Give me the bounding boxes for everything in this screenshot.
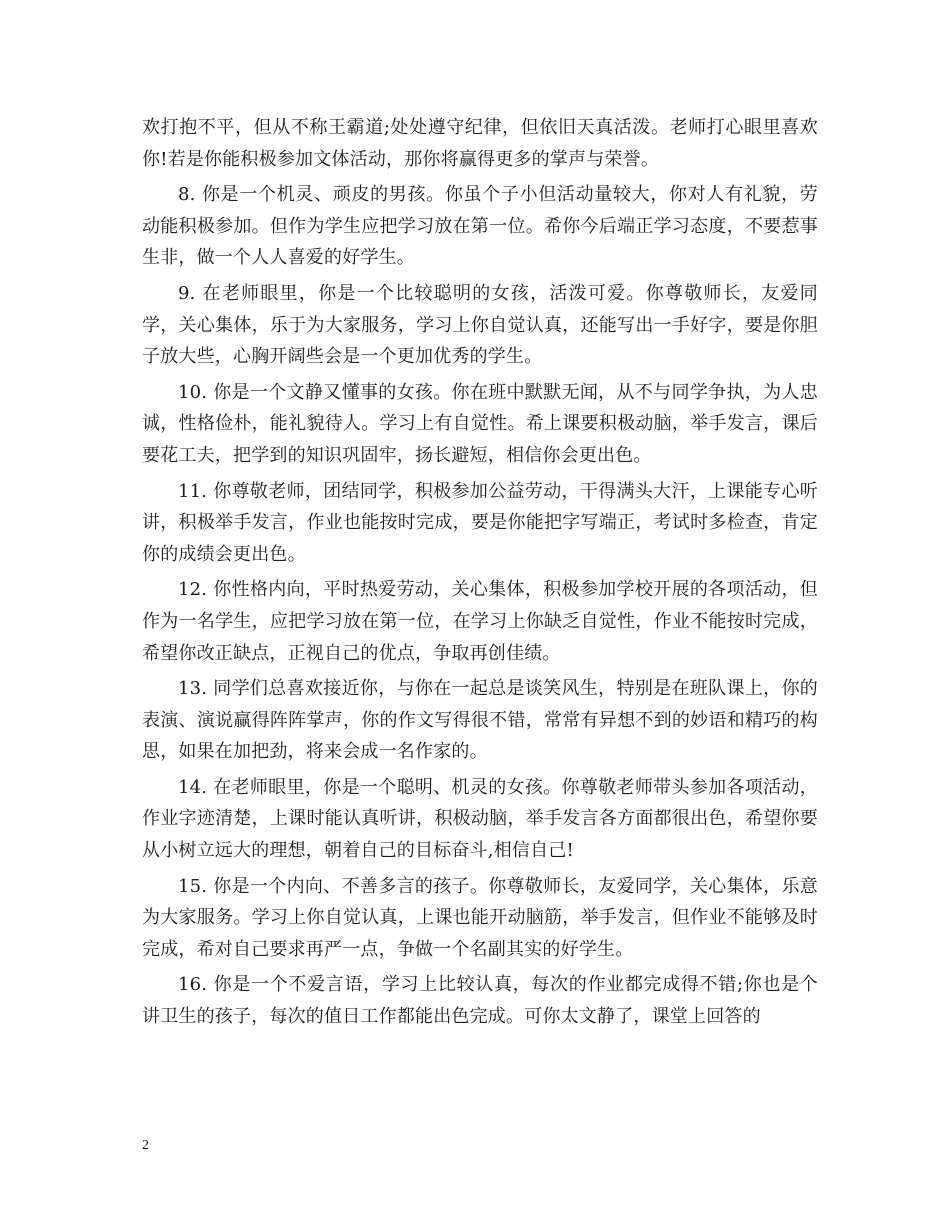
comment-item-10: 10. 你是一个文静又懂事的女孩。你在班中默默无闻，从不与同学争执，为人忠诚，性格俭朴，能礼貌待人。学习上有自觉性。希上课要积极动脑，举手发言，课后要花工夫，把学到的知识巩固牢，扬长避短，相信你会更出色。 [142,381,818,466]
comment-item-13: 13. 同学们总喜欢接近你，与你在一起总是谈笑风生，特别是在班队课上，你的表演、演说赢得阵阵掌声，你的作文写得很不错，常常有异想不到的妙语和精巧的构思，如果在加把劲，将来会成一名作家的。 [142,678,818,763]
comment-item-8: 8. 你是一个机灵、顽皮的男孩。你虽个子小但活动量较大，你对人有礼貌，劳动能积极参加。但作为学生应把学习放在第一位。希你今后端正学习态度，不要惹事生非，做一个人人喜爱的好学生。 [142,184,818,269]
comment-item-11: 11. 你尊敬老师，团结同学，积极参加公益劳动，干得满头大汗，上课能专心听讲，积极举手发言，作业也能按时完成，要是你能把字写端正，考试时多检查，肯定你的成绩会更出色。 [142,480,818,565]
document-body [142,112,818,1037]
comment-item-15: 15. 你是一个内向、不善多言的孩子。你尊敬师长，友爱同学，关心集体，乐意为大家服务。学习上你自觉认真，上课也能开动脑筋，举手发言，但作业不能够及时完成，希对自己要求再严一点，争做一个名副其实的好学生。 [142,875,818,960]
continuation-paragraph: 欢打抱不平，但从不称王霸道;处处遵守纪律，但依旧天真活泼。老师打心眼里喜欢你!若是你能积极参加文体活动，那你将赢得更多的掌声与荣誉。 [142,117,818,170]
comment-item-14: 14. 在老师眼里，你是一个聪明、机灵的女孩。你尊敬老师带头参加各项活动，作业字迹清楚，上课时能认真听讲，积极动脑，举手发言各方面都很出色，希望你要从小树立远大的理想，朝着自己的目标奋斗,相信自己! [142,776,818,862]
comment-item-12: 12. 你性格内向，平时热爱劳动，关心集体，积极参加学校开展的各项活动，但作为一名学生，应把学习放在第一位，在学习上你缺乏自觉性，作业不能按时完成，希望你改正缺点，正视自己的优点，争取再创佳绩。 [142,579,818,664]
page-number: 2 [142,1138,149,1153]
comment-item-9: 9. 在老师眼里，你是一个比较聪明的女孩，活泼可爱。你尊敬师长，友爱同学，关心集体，乐于为大家服务，学习上你自觉认真，还能写出一手好字，要是你胆子放大些，心胸开阔些会是一个更加优秀的学生。 [142,282,818,368]
comment-item-16: 16. 你是一个不爱言语，学习上比较认真，每次的作业都完成得不错;你也是个讲卫生的孩子，每次的值日工作都能出色完成。可你太文静了，课堂上回答的 [142,974,818,1028]
